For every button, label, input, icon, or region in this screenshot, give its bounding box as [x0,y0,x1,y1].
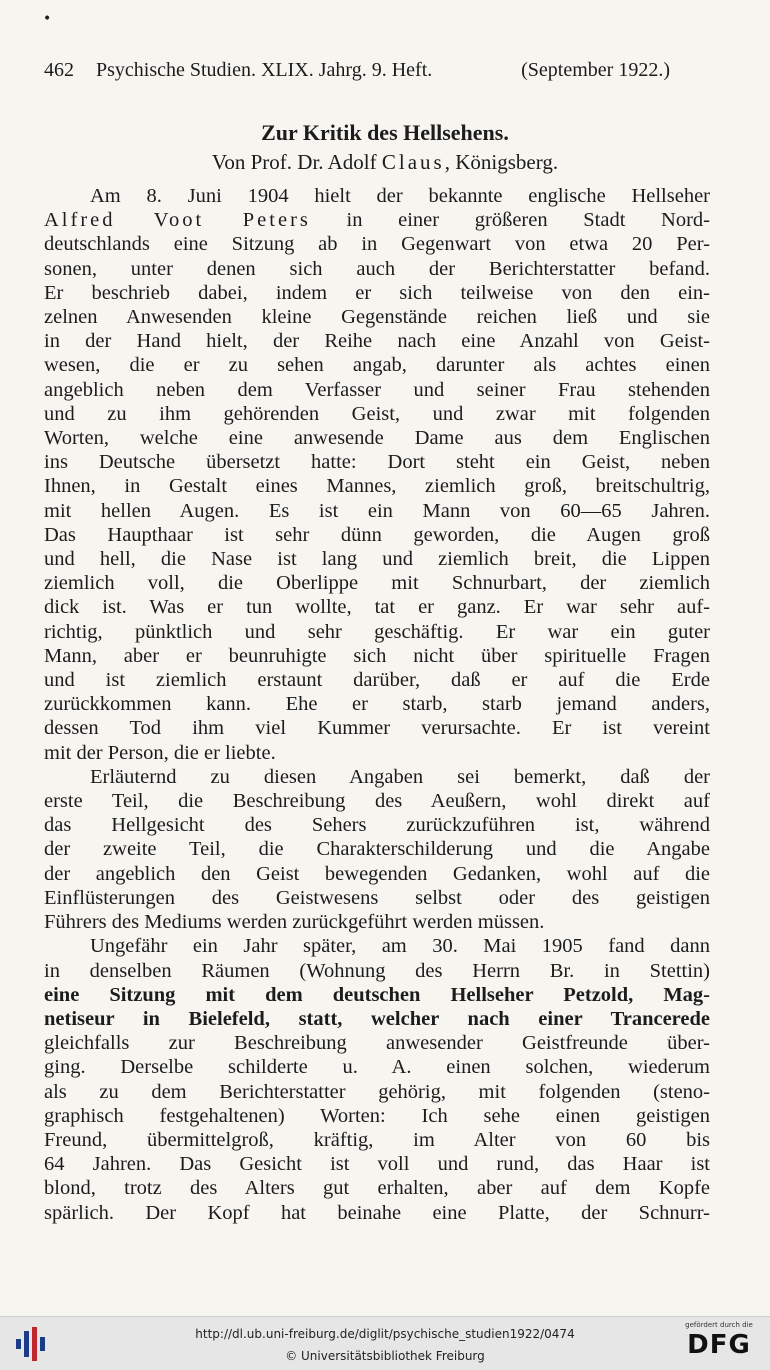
text-line: ins Deutsche übersetzt hatte: Dort steht ein Geist, neben [44,451,710,474]
article-title: Zur Kritik des Hellsehens. [261,120,509,145]
text-line: Führers des Mediums werden zurückgeführt werden müssen. [44,911,545,934]
text-line: Einflüsterungen des Geistwesens selbst oder des geistigen [44,886,710,909]
dfg-wordmark: DFG [687,1330,751,1360]
page-number: 462 [44,59,74,81]
copyright-notice: © Universitätsbibliothek Freiburg [285,1349,485,1363]
text-line [44,208,710,232]
author-suffix: , Königsberg. [444,150,559,174]
dfg-tagline: gefördert durch die [685,1321,753,1329]
text-line: wesen, die er zu sehen angab, darunter als achtes einen [44,354,710,377]
text-line: Ihnen, in Gestalt eines Mannes, ziemlich groß, breitschultrig, [44,475,710,498]
text-line: Ungefähr ein Jahr später, am 30. Mai 1905 fand dann [90,935,710,958]
text-line: dessen Tod ihm viel Kummer verursachte. Er ist vereint [44,717,710,740]
text-line: 64 Jahren. Das Gesicht ist voll und rund, das Haar ist [44,1153,710,1176]
text-line: der zweite Teil, die Charakterschilderung und die Angabe [44,838,710,861]
author-line [0,149,770,175]
text-fragment: in einer größeren Stadt Nord- [310,209,710,232]
author-name: Claus [381,150,445,174]
text-line: erste Teil, die Beschreibung des Aeußern, wohl direkt auf [44,790,710,813]
text-line: in der Hand hielt, der Reihe nach eine Anzahl von Geist- [44,330,710,353]
text-line: und zu ihm gehörenden Geist, und zwar mit folgenden [44,402,710,425]
text-line: mit hellen Augen. Es ist ein Mann von 60—65 Jahren. [44,499,710,522]
viewer-footer [0,1316,770,1370]
journal-title: Psychische Studien. XLIX. Jahrg. 9. Heft. [96,59,433,81]
text-line: graphisch festgehaltenen) Worten: Ich sehe einen geistigen [44,1104,710,1127]
text-line: deutschlands eine Sitzung ab in Gegenwart von etwa 20 Per- [44,233,710,256]
text-line: und ist ziemlich erstaunt darüber, daß er auf die Erde [44,669,710,692]
text-line: blond, trotz des Alters gut erhalten, aber auf dem Kopfe [44,1177,710,1200]
text-line: Erläuternd zu diesen Angaben sei bemerkt, daß der [90,765,710,788]
text-line: Mann, aber er beunruhigte sich nicht über spirituelle Fragen [44,644,710,667]
text-line: Freund, übermittelgroß, kräftig, im Alter von 60 bis [44,1128,710,1151]
text-line: netiseur in Bielefeld, statt, welcher nach einer Trancerede [44,1007,710,1030]
author-prefix: Von Prof. Dr. Adolf [211,150,377,174]
text-line: mit der Person, die er liebte. [44,741,276,764]
text-line: der angeblich den Geist bewegenden Gedanken, wohl auf die [44,862,710,885]
text-line: sonen, unter denen sich auch der Berichterstatter befand. [44,257,710,280]
dfg-logo-icon [678,1321,760,1367]
article-body [44,184,710,1225]
text-line: eine Sitzung mit dem deutschen Hellseher Petzold, Mag- [44,983,710,1006]
text-line: ging. Derselbe schilderte u. A. einen solchen, wiederum [44,1056,710,1079]
text-line: ziemlich voll, die Oberlippe mit Schnurbart, der ziemlich [44,572,710,595]
corner-mark: • [43,11,52,27]
text-line: Worten, welche eine anwesende Dame aus dem Englischen [44,427,710,450]
text-line: gleichfalls zur Beschreibung anwesender Geistfreunde über- [44,1032,710,1055]
text-line: und hell, die Nase ist lang und ziemlich breit, die Lippen [44,548,710,571]
text-line: Er beschrieb dabei, indem er sich teilweise von den ein- [44,281,710,304]
text-line: als zu dem Berichterstatter gehörig, mit folgenden (steno- [44,1080,710,1103]
text-line: zurückkommen kann. Ehe er starb, starb jemand anders, [44,693,710,716]
text-line: dick ist. Was er tun wollte, tat er ganz. Er war sehr auf- [44,596,710,619]
text-line: richtig, pünktlich und sehr geschäftig. Er war ein guter [44,620,710,643]
permalink-url[interactable]: http://dl.ub.uni-freiburg.de/diglit/psychische_studien1922/0474 [195,1327,575,1341]
running-header [44,58,670,82]
text-line: das Hellgesicht des Sehers zurückzuführen ist, während [44,814,710,837]
text-line: in denselben Räumen (Wohnung des Herrn Br. in Stettin) [44,959,710,982]
medium-name: Alfred Voot Peters [44,209,311,232]
text-line: Das Haupthaar ist sehr dünn geworden, die Augen groß [44,523,710,546]
text-line: Am 8. Juni 1904 hielt der bekannte englische Hellseher [90,185,710,207]
issue-date: (September 1922.) [521,59,670,81]
text-line: zelnen Anwesenden kleine Gegenstände reichen ließ und sie [44,306,710,329]
text-line: angeblich neben dem Verfasser und seiner Frau stehenden [44,378,710,401]
text-line: spärlich. Der Kopf hat beinahe eine Platte, der Schnurr- [44,1201,710,1224]
